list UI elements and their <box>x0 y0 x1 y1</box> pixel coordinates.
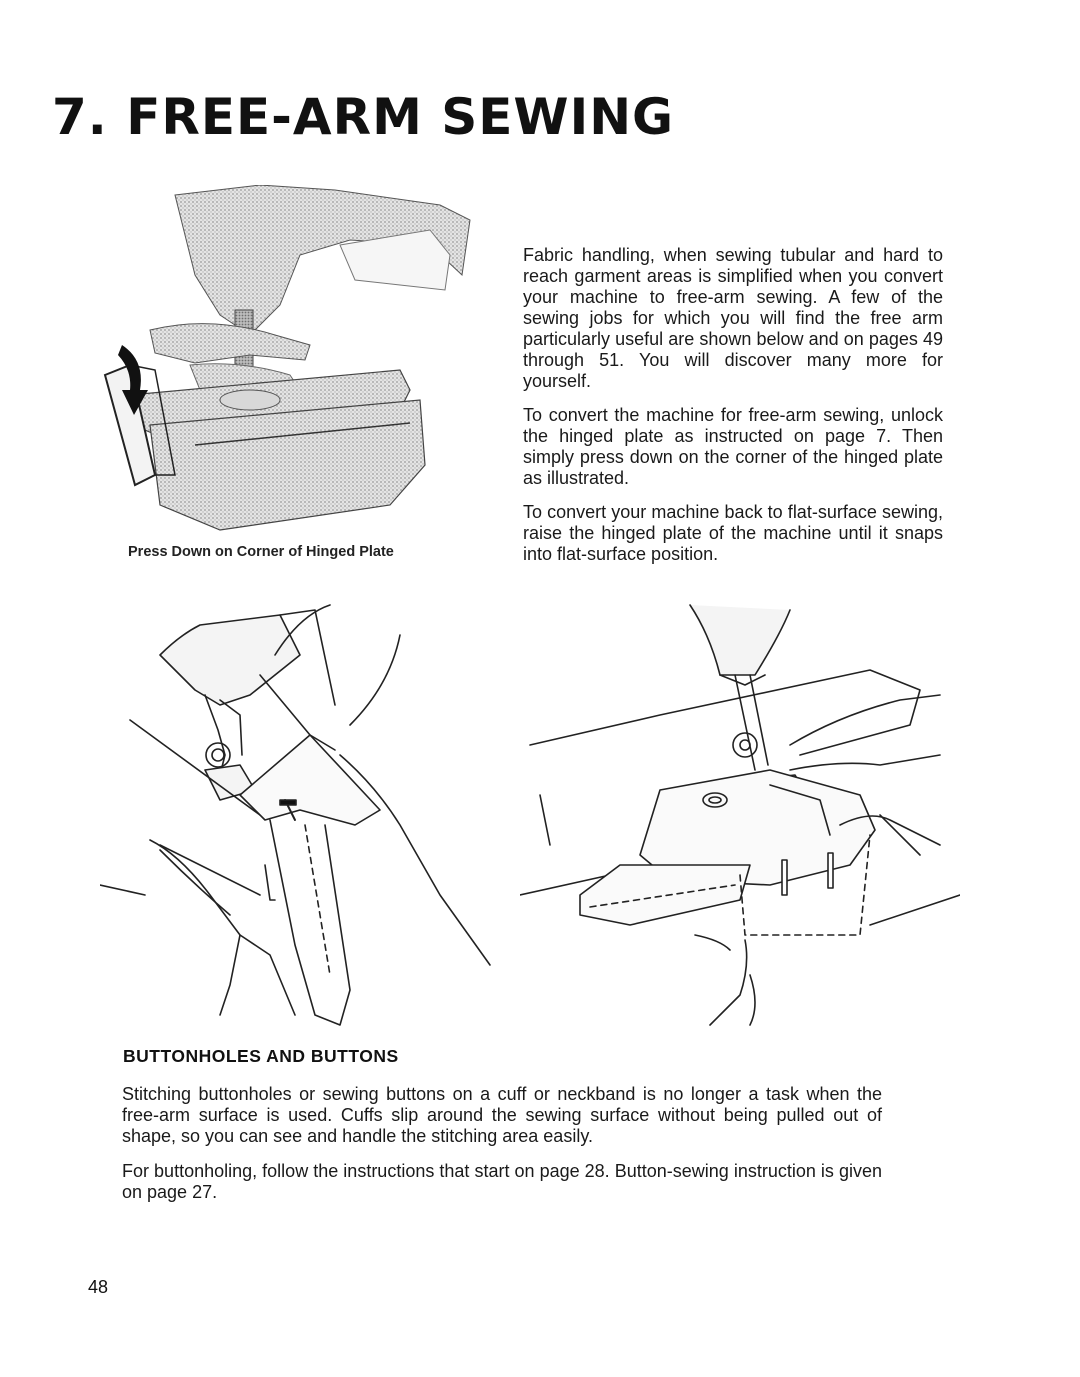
hand-shape <box>150 324 310 363</box>
figure-caption: Press Down on Corner of Hinged Plate <box>128 544 394 560</box>
buttonholes-paragraph-1: Stitching buttonholes or sewing buttons on a cuff or neckband is no longer a task when the free-arm surface is used. Cuffs slip around the sewing surface without being pulled out of shape, so you can see and handle the stitching area easily. <box>122 1084 882 1146</box>
page-title: 7. FREE-ARM SEWING <box>52 88 675 146</box>
intro-paragraph-2: To convert the machine for free-arm sewing, unlock the hinged plate as instructed on page 7. Then simply press down on the corner of the hinged plate as illustrated. <box>523 405 943 488</box>
buttonholes-paragraph-2: For buttonholing, follow the instructions that start on page 28. Button-sewing instruction is given on page 27. <box>122 1161 882 1202</box>
page-number: 48 <box>88 1277 109 1297</box>
intro-paragraph-1: Fabric handling, when sewing tubular and hard to reach garment areas is simplified when you convert your machine to free-arm sewing. A few of the sewing jobs for which you will find the free arm particularly useful are shown below and on pages 49 through 51. You will discover many more for yourself. <box>523 245 943 391</box>
button-sewing-illustration <box>520 595 960 1035</box>
buttonhole-illustration <box>100 595 500 1030</box>
intro-paragraph-3: To convert your machine back to flat-surface sewing, raise the hinged plate of the machine until it snaps into flat-surface position. <box>523 502 943 564</box>
sewing-machine-illustration <box>100 185 480 540</box>
section-heading: BUTTONHOLES AND BUTTONS <box>123 1046 399 1066</box>
